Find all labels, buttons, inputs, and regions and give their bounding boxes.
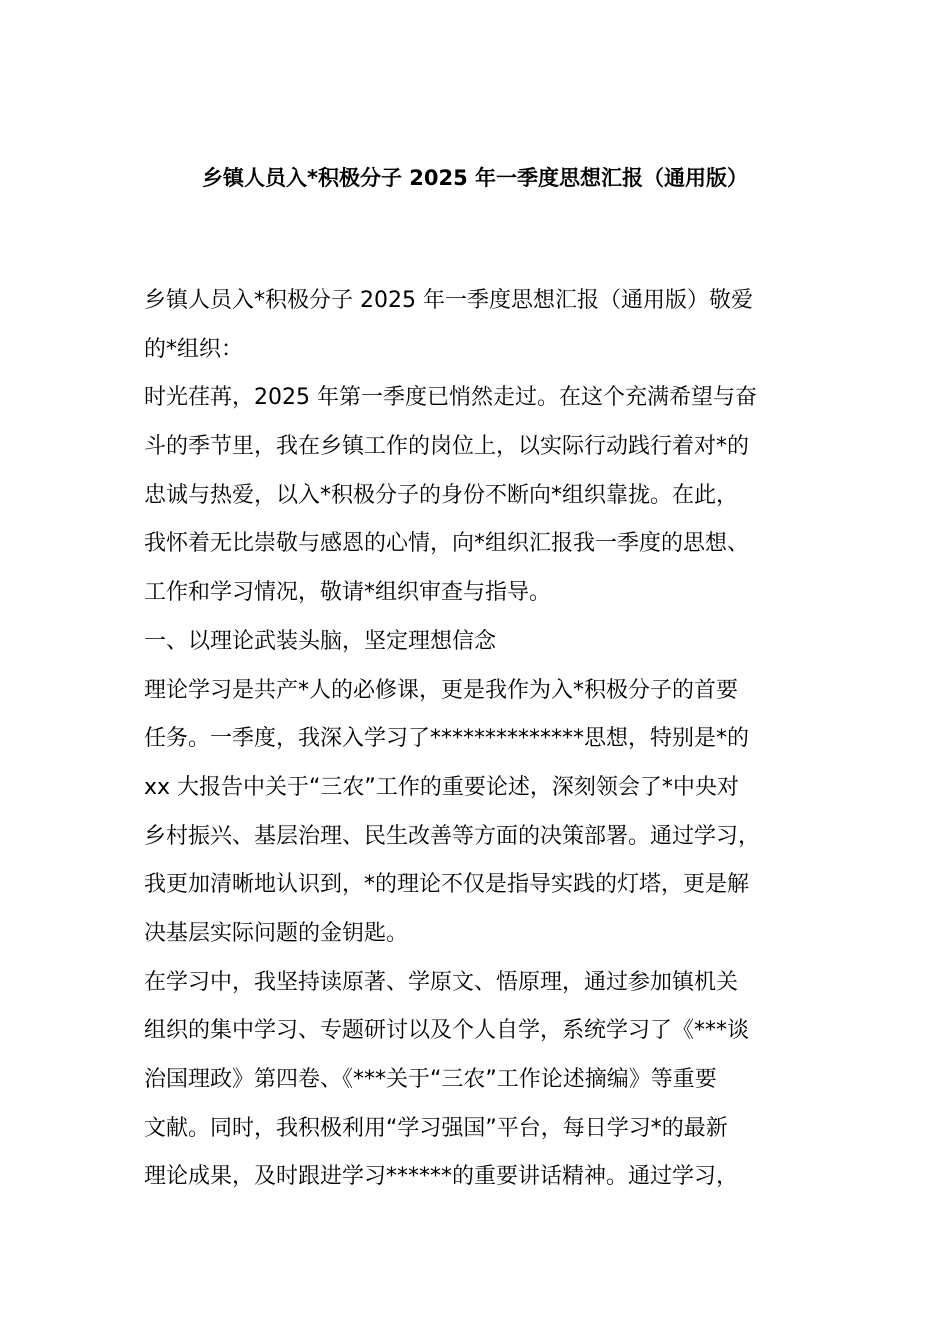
- body-line: 我怀着无比崇敬与感恩的心情，向*组织汇报我一季度的思想、: [144, 531, 750, 557]
- body-line: 决基层实际问题的金钥匙。: [144, 920, 409, 946]
- section-heading: 一、以理论武装头脑，坚定理想信念: [144, 628, 497, 654]
- body-line: 组织的集中学习、专题研讨以及个人自学，系统学习了《***谈: [144, 1018, 750, 1044]
- body-line: 在学习中，我坚持读原著、学原文、悟原理，通过参加镇机关: [144, 969, 739, 995]
- body-line: 理论成果，及时跟进学习******的重要讲话精神。通过学习，: [144, 1164, 739, 1190]
- body-line: 治国理政》第四卷、《***关于“三农”工作论述摘编》等重要: [144, 1067, 717, 1092]
- document-title: 乡镇人员入*积极分子 2025 年一季度思想汇报（通用版）: [201, 166, 749, 190]
- body-line: 任务。一季度，我深入学习了**************思想，特别是*的: [144, 726, 750, 752]
- body-line: 斗的季节里，我在乡镇工作的岗位上，以实际行动践行着对*的: [144, 434, 750, 460]
- body-line: 忠诚与热爱，以入*积极分子的身份不断向*组织靠拢。在此，: [144, 482, 739, 508]
- body-line: 乡镇人员入*积极分子 2025 年一季度思想汇报（通用版）敬爱: [144, 288, 753, 313]
- body-line: xx 大报告中关于“三农”工作的重要论述，深刻领会了*中央对: [144, 774, 739, 800]
- body-line: 的*组织：: [144, 336, 244, 362]
- document-body: [144, 277, 808, 1202]
- body-line: 理论学习是共产*人的必修课，更是我作为入*积极分子的首要: [144, 677, 739, 703]
- body-line: 我更加清晰地认识到，*的理论不仅是指导实践的灯塔，更是解: [144, 872, 750, 898]
- body-line: 乡村振兴、基层治理、民生改善等方面的决策部署。通过学习，: [144, 823, 761, 849]
- body-line: 工作和学习情况，敬请*组织审查与指导。: [144, 580, 552, 606]
- body-line: 时光荏苒，2025 年第一季度已悄然走过。在这个充满希望与奋: [144, 385, 757, 411]
- body-line: 文献。同时，我积极利用“学习强国”平台，每日学习*的最新: [144, 1115, 728, 1141]
